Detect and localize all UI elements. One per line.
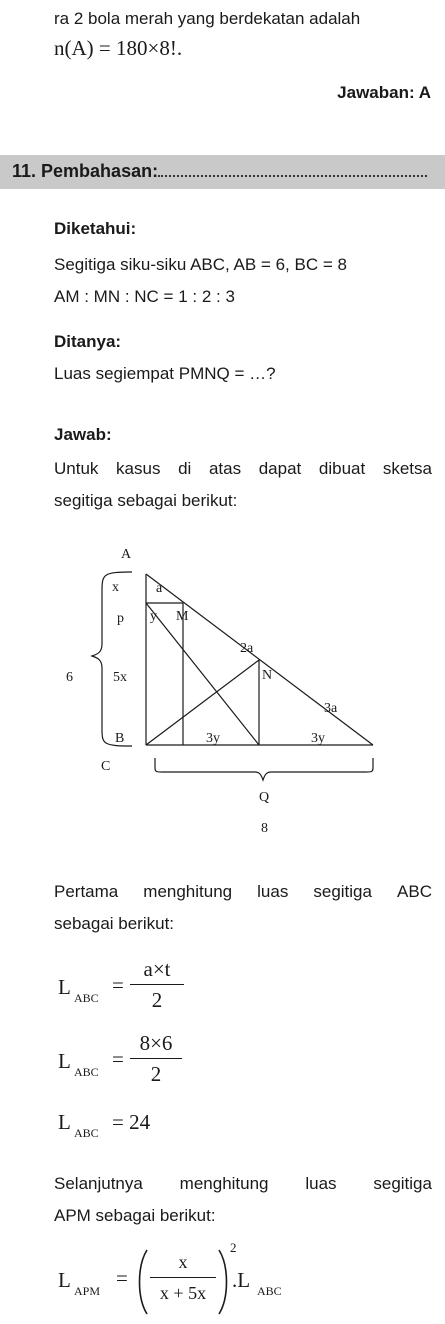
label-b: B xyxy=(115,731,125,746)
eq4-equals: = xyxy=(116,1266,128,1290)
dotted-leader xyxy=(158,175,427,177)
label-q: Q xyxy=(259,790,270,805)
word: menghitung xyxy=(179,1174,269,1193)
word: ABC xyxy=(397,882,432,901)
jawab-intro-line xyxy=(54,458,432,480)
word: dapat xyxy=(258,459,302,478)
eq2-sub: ABC xyxy=(74,1065,99,1079)
eq2-l: L xyxy=(58,1049,71,1073)
eq1-fraction xyxy=(130,957,184,1012)
label-3y-right: 3y xyxy=(311,731,325,746)
fraction-bar xyxy=(130,984,184,985)
pertama-line-2: sebagai berikut: xyxy=(54,914,175,933)
segment-p-to-q xyxy=(146,603,259,745)
word: menghitung xyxy=(143,882,233,901)
word: kasus xyxy=(116,459,161,478)
diketahui-heading: Diketahui: xyxy=(54,219,137,238)
label-n: N xyxy=(262,668,273,683)
segment-b-to-n xyxy=(146,660,259,745)
label-a-small: a xyxy=(156,581,163,596)
eq1-denominator: 2 xyxy=(151,988,163,1012)
label-3y-left: 3y xyxy=(206,731,220,746)
eq1-sub: ABC xyxy=(74,991,99,1005)
eq4-dot-l: .L xyxy=(232,1268,251,1292)
formula-n-a: n(A) = 180×8!. xyxy=(54,36,183,60)
eq4-numerator: x xyxy=(178,1252,188,1272)
eq2-numerator: 8×6 xyxy=(139,1031,173,1055)
label-c: C xyxy=(101,759,111,774)
eq2-equals: = xyxy=(112,1047,124,1071)
word: Untuk xyxy=(54,459,99,478)
triangle-figure xyxy=(0,535,445,845)
eq4-fraction xyxy=(150,1250,216,1305)
label-m: M xyxy=(176,609,189,624)
eq1-l: L xyxy=(58,975,71,999)
eq3-rhs: = 24 xyxy=(112,1110,151,1134)
ditanya-line-1: Luas segiempat PMNQ = …? xyxy=(54,364,276,383)
eq3-sub: ABC xyxy=(74,1126,99,1140)
word: luas xyxy=(257,882,289,901)
eq4-sub: APM xyxy=(74,1284,101,1298)
bottom-brace xyxy=(155,758,373,780)
right-paren xyxy=(216,1248,232,1316)
word: Pertama xyxy=(54,882,119,901)
label-5x: 5x xyxy=(113,670,127,685)
fraction-bar xyxy=(150,1277,216,1278)
diketahui-line-2: AM : MN : NC = 1 : 2 : 3 xyxy=(54,287,235,306)
section-header-bar xyxy=(0,155,445,189)
ditanya-heading: Ditanya: xyxy=(54,332,122,351)
jawab-intro-line-2: segitiga sebagai berikut: xyxy=(54,491,238,510)
eq3-l: L xyxy=(58,1110,71,1134)
label-2a: 2a xyxy=(240,641,254,656)
eq1-equals: = xyxy=(112,973,124,997)
word: segitiga xyxy=(313,882,372,901)
fraction-bar xyxy=(130,1058,182,1059)
label-a: A xyxy=(121,547,132,562)
word: di xyxy=(178,459,192,478)
equation-4 xyxy=(58,1240,398,1320)
left-brace xyxy=(92,572,132,746)
selanjutnya-line-2: APM sebagai berikut: xyxy=(54,1206,216,1225)
eq1-numerator: a×t xyxy=(143,957,171,981)
left-paren xyxy=(134,1248,150,1316)
label-x: x xyxy=(112,580,119,595)
eq4-power: 2 xyxy=(230,1240,237,1255)
jawab-heading: Jawab: xyxy=(54,425,112,444)
equation-3 xyxy=(58,1106,258,1146)
equation-2 xyxy=(58,1031,258,1101)
eq2-fraction xyxy=(130,1031,182,1086)
equation-1 xyxy=(58,957,258,1027)
eq4-sub2: ABC xyxy=(257,1284,282,1298)
word: segitiga xyxy=(373,1174,432,1193)
continued-text-line: ra 2 bola merah yang berdekatan adalah xyxy=(54,9,361,28)
label-6: 6 xyxy=(66,670,73,685)
word: atas xyxy=(208,459,242,478)
label-3a: 3a xyxy=(324,701,338,716)
diketahui-line-1: Segitiga siku-siku ABC, AB = 6, BC = 8 xyxy=(54,255,347,274)
label-p: p xyxy=(117,611,124,626)
eq4-denominator: x + 5x xyxy=(159,1283,207,1303)
eq2-denominator: 2 xyxy=(150,1062,162,1086)
word: luas xyxy=(305,1174,337,1193)
pertama-line xyxy=(54,881,432,903)
eq4-l: L xyxy=(58,1268,71,1292)
section-header-label: 11. Pembahasan: xyxy=(12,161,159,181)
label-y: y xyxy=(150,609,157,624)
answer-label: Jawaban: A xyxy=(337,83,431,102)
selanjutnya-line xyxy=(54,1173,432,1195)
label-8: 8 xyxy=(261,821,268,836)
word: sketsa xyxy=(382,459,432,478)
word: Selanjutnya xyxy=(54,1174,143,1193)
word: dibuat xyxy=(318,459,366,478)
